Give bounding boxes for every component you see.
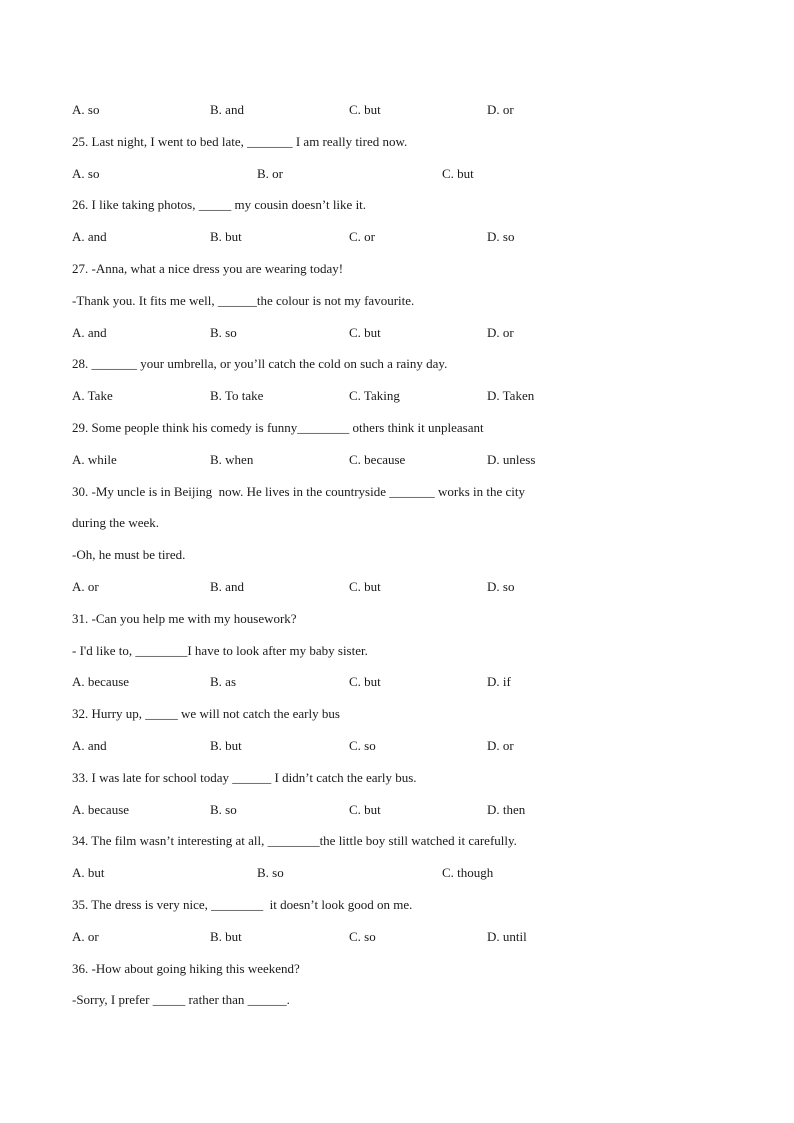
option-b: B. so — [210, 325, 237, 340]
option-b: B. and — [210, 579, 244, 594]
option-b: B. but — [210, 229, 242, 244]
option-b: B. To take — [210, 388, 264, 403]
question-stem: 33. I was late for school today ______ I didn’t catch the early bus. — [72, 770, 417, 785]
option-c: C. but — [349, 579, 381, 594]
answer-options — [0, 673, 794, 691]
option-c: C. but — [349, 802, 381, 817]
answer-options — [0, 101, 794, 119]
question-line: - I'd like to, ________I have to look after my baby sister. — [72, 643, 368, 658]
option-d: D. so — [487, 579, 515, 594]
option-c: C. so — [349, 738, 376, 753]
answer-options — [0, 864, 794, 882]
question-stem: 30. -My uncle is in Beijing now. He lives in the countryside _______ works in the city — [72, 484, 526, 499]
question-stem: 28. _______ your umbrella, or you’ll catch the cold on such a rainy day. — [72, 356, 448, 371]
option-a: A. but — [72, 865, 105, 880]
option-d: D. then — [487, 802, 526, 817]
option-d: D. if — [487, 674, 511, 689]
option-a: A. because — [72, 802, 130, 817]
answer-options — [0, 801, 794, 819]
option-a: A. Take — [72, 388, 113, 403]
option-a: A. while — [72, 452, 117, 467]
answer-options — [0, 324, 794, 342]
option-c: C. but — [442, 166, 474, 181]
option-b: B. when — [210, 452, 254, 467]
option-b: B. but — [210, 738, 242, 753]
option-c: C. Taking — [349, 388, 400, 403]
question-line: -Sorry, I prefer _____ rather than ______. — [72, 992, 290, 1007]
option-a: A. or — [72, 929, 99, 944]
option-c: C. though — [442, 865, 494, 880]
question-stem: 26. I like taking photos, _____ my cousin doesn’t like it. — [72, 197, 367, 212]
option-a: A. because — [72, 674, 130, 689]
question-stem: 25. Last night, I went to bed late, _______ I am really tired now. — [72, 134, 408, 149]
question-stem: 35. The dress is very nice, ________ it doesn’t look good on me. — [72, 897, 413, 912]
question-line: during the week. — [72, 515, 160, 530]
question-stem: 29. Some people think his comedy is funny________ others think it unpleasant — [72, 420, 484, 435]
option-b: B. as — [210, 674, 236, 689]
question-line: -Thank you. It fits me well, ______the colour is not my favourite. — [72, 293, 415, 308]
option-b: B. and — [210, 102, 244, 117]
option-c: C. but — [349, 674, 381, 689]
question-stem: 34. The film wasn’t interesting at all, ________the little boy still watched it carefully. — [72, 833, 517, 848]
option-d: D. until — [487, 929, 527, 944]
option-d: D. so — [487, 229, 515, 244]
option-a: A. or — [72, 579, 99, 594]
answer-options — [0, 737, 794, 755]
question-stem: 36. -How about going hiking this weekend? — [72, 961, 300, 976]
answer-options — [0, 228, 794, 246]
option-c: C. but — [349, 325, 381, 340]
option-d: D. or — [487, 102, 514, 117]
option-d: D. unless — [487, 452, 536, 467]
option-c: C. or — [349, 229, 375, 244]
question-stem: 31. -Can you help me with my housework? — [72, 611, 297, 626]
answer-options — [0, 165, 794, 183]
question-stem: 27. -Anna, what a nice dress you are wearing today! — [72, 261, 344, 276]
option-d: D. or — [487, 325, 514, 340]
option-a: A. and — [72, 325, 107, 340]
answer-options — [0, 578, 794, 596]
option-b: B. but — [210, 929, 242, 944]
answer-options — [0, 387, 794, 405]
option-d: D. Taken — [487, 388, 535, 403]
option-b: B. or — [257, 166, 283, 181]
answer-options — [0, 451, 794, 469]
answer-options — [0, 928, 794, 946]
option-b: B. so — [257, 865, 284, 880]
option-a: A. so — [72, 166, 100, 181]
option-a: A. and — [72, 229, 107, 244]
option-b: B. so — [210, 802, 237, 817]
option-a: A. and — [72, 738, 107, 753]
option-c: C. so — [349, 929, 376, 944]
option-a: A. so — [72, 102, 100, 117]
option-d: D. or — [487, 738, 514, 753]
option-c: C. because — [349, 452, 406, 467]
question-stem: 32. Hurry up, _____ we will not catch the early bus — [72, 706, 340, 721]
option-c: C. but — [349, 102, 381, 117]
question-line: -Oh, he must be tired. — [72, 547, 186, 562]
